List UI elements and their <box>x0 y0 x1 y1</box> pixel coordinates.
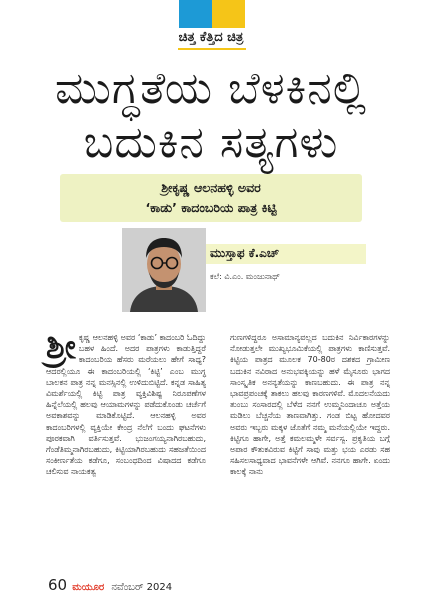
header-accent-yellow <box>212 0 245 28</box>
drop-cap: ಶ್ರೀ <box>46 327 76 367</box>
headline-line-2: ಬದುಕಿನ ಸತ್ಯಗಳು <box>83 117 339 168</box>
article-text-left: ಕೃಷ್ಣ ಆಲನಹಳ್ಳಿ ಅವರ ‘ಕಾಡು’ ಕಾದಂಬರಿ ಓದಿದ್ದು ಬಹಳ ಹಿಂದೆ. ಅದರ ಪಾತ್ರಗಳು ಕಾಡುತ್ತಿದ್ದರೆ ಕಾದಂಬರಿಯ ಹೆಸರು ಮರೆಯಲು ಹೇಗೆ ಸಾಧ್ಯ? ಆದರಲ್ಲಿಯೂ ಈ ಕಾದಂಬರಿಯಲ್ಲಿ ‘ಕಿಟ್ಟಿ’ ಎಂಬ ಮುಗ್ಧ ಬಾಲಕನ ಪಾತ್ರ ನನ್ನ ಮನಸ್ಸಿನಲ್ಲಿ ಉಳಿದುಬಿಟ್ಟಿದೆ. ಕನ್ನಡ ಸಾಹಿತ್ಯ ವಿಮರ್ಶೆಯಲ್ಲಿ ಕಿಟ್ಟಿ ಪಾತ್ರ ವ್ಯಕ್ತಿವಿಶಿಷ್ಟ ನಿರೂಪಣೆಗಳ ಹಿನ್ನೆಲೆಯಲ್ಲಿ ಹಲವು ಆಯಾಮಗಳನ್ನು ಪಡೆದುಕೊಂಡು ಚರ್ಚೆಗೆ ಅವಕಾಶವನ್ನು ಮಾಡಿಕೊಟ್ಟಿದೆ. ಆಲನಹಳ್ಳಿ ಅವರ ಕಾದಂಬರಿಗಳಲ್ಲಿ ವ್ಯಕ್ತಿಯೇ ಕೇಂದ್ರ ನೆಲೆಗೆ ಬಂದು ಘಟನೆಗಳು ಪೂರಕವಾಗಿ ವರ್ತಿಸುತ್ತವೆ. ಭುಜಂಗಯ್ಯನಾಗಿರಬಹುದು, ಗೆಂಡೆತಿಮ್ಮನಾಗಿರಬಹುದು, ಕಿಟ್ಟಿಯಾಗಿರಬಹುದು ಸಹಜತೆಯಿಂದ ಸಂಕೀರ್ಣತೆಯ ಕಡೆಗೂ, ಸಂಬಂಧದಿಂದ ವಿಷಾದದ ಕಡೆಗೂ ಚಲಿಸುವ ನಾಯಕತ್ವ <box>46 333 206 477</box>
page-number: 60 <box>48 576 68 594</box>
artist-credit: ಕಲೆ: ವಿ.ಎಂ. ಮಂಜುನಾಥ್ <box>210 272 280 281</box>
page-footer <box>48 576 172 594</box>
author-portrait-icon <box>122 228 206 312</box>
author-photo <box>122 228 206 312</box>
section-label: ಚಿತ್ತ ಕೆತ್ತಿದ ಚಿತ್ರ <box>178 30 244 45</box>
author-name: ಮುಸ್ತಾಫ ಕೆ.ಎಚ್ <box>210 246 279 260</box>
issue-date: ನವೆಂಬರ್ 2024 <box>111 582 173 593</box>
subtitle-line-1: ಶ್ರೀಕೃಷ್ಣ ಆಲನಹಳ್ಳಿ ಅವರ <box>161 180 261 195</box>
subtitle-line-2: ‘ಕಾಡು’ ಕಾದಂಬರಿಯ ಪಾತ್ರ ಕಿಟ್ಟಿ <box>145 200 277 215</box>
magazine-name: ಮಯೂರ <box>72 582 105 593</box>
header-accent-blue <box>179 0 212 28</box>
article-column-right <box>230 332 390 478</box>
article-text-right: ಗುಣಗಳಿದ್ದರೂ ಅಸಾಮಾನ್ಯವಲ್ಲದ ಬದುಕಿನ ನಿರ್ವಿಕಾರಗಳನ್ನು ನೋಡುತ್ತಲೇ ಮುಖ್ಯಭೂಮಿಕೆಯಲ್ಲಿ ಪಾತ್ರಗಳು ಕಾಣಿಸುತ್ತವೆ. ಕಿಟ್ಟಿಯ ಪಾತ್ರದ ಮೂಲಕ 70-80ರ ದಶಕದ ಗ್ರಾಮೀಣ ಬದುಕಿನ ನವಿರಾದ ಅನುಭವಕ್ಕಿಯನ್ನು ಹಳೆ ಮೈಸೂರು ಭಾಗದ ಸಾಂಸ್ಕೃತಿಕ ಅನನ್ಯತೆಯನ್ನು ಕಾಣಬಹುದು. ಈ ಪಾತ್ರ ನನ್ನ ಭಾವಪ್ರಪಂಚಕ್ಕೆ ತಾಕಲು ಹಲವು ಕಾರಣಗಳಿವೆ. ಮೊದಲನೆಯದು ತುಂಬು ಸಂಸಾರದಲ್ಲಿ ಬೆಳೆದ ನನಗೆ ಉಮ್ಮನಿಂದಾಚೂ ಅತ್ತೆಯ ಮಡಿಲು ಬೆಚ್ಚನೆಯ ತಾಣವಾಗಿತ್ತು. ಗಂಡ ಬಿಟ್ಟ ಹೋದವರ ಅವರು ಇಬ್ಬರು ಮಕ್ಕಳ ಜೊತೆಗೆ ನಮ್ಮ ಮನೆಯಲ್ಲಿಯೇ ಇದ್ದರು. ಕಿಟ್ಟಿಗೂ ಹಾಗೇ, ಅತ್ತೆ ಕಮಲಮ್ಮಳೇ ಸರ್ವಸ್ವ. ಪ್ರಕೃತಿಯ ಬಗ್ಗೆ ಅಪಾರ ಕೌತುಕವಿರುವ ಕಿಟ್ಟಿಗೆ ಸಾವು ಮತ್ತು ಭಯ ಎರಡು ಸಹ ಸಹಿಸಲಸಾಧ್ಯವಾದ ಭಾವನೆಗಳೇ ಆಗಿವೆ. ನನಗೂ ಹಾಗೇ. ಏಂದು ಕಾಲಕ್ಕೆ ನಾನು <box>230 333 390 477</box>
section-underline <box>178 48 246 50</box>
article-column-left <box>46 327 206 478</box>
headline-line-1: ಮುಗ್ಧತೆಯ ಬೆಳಕಿನಲ್ಲಿ <box>54 63 367 114</box>
